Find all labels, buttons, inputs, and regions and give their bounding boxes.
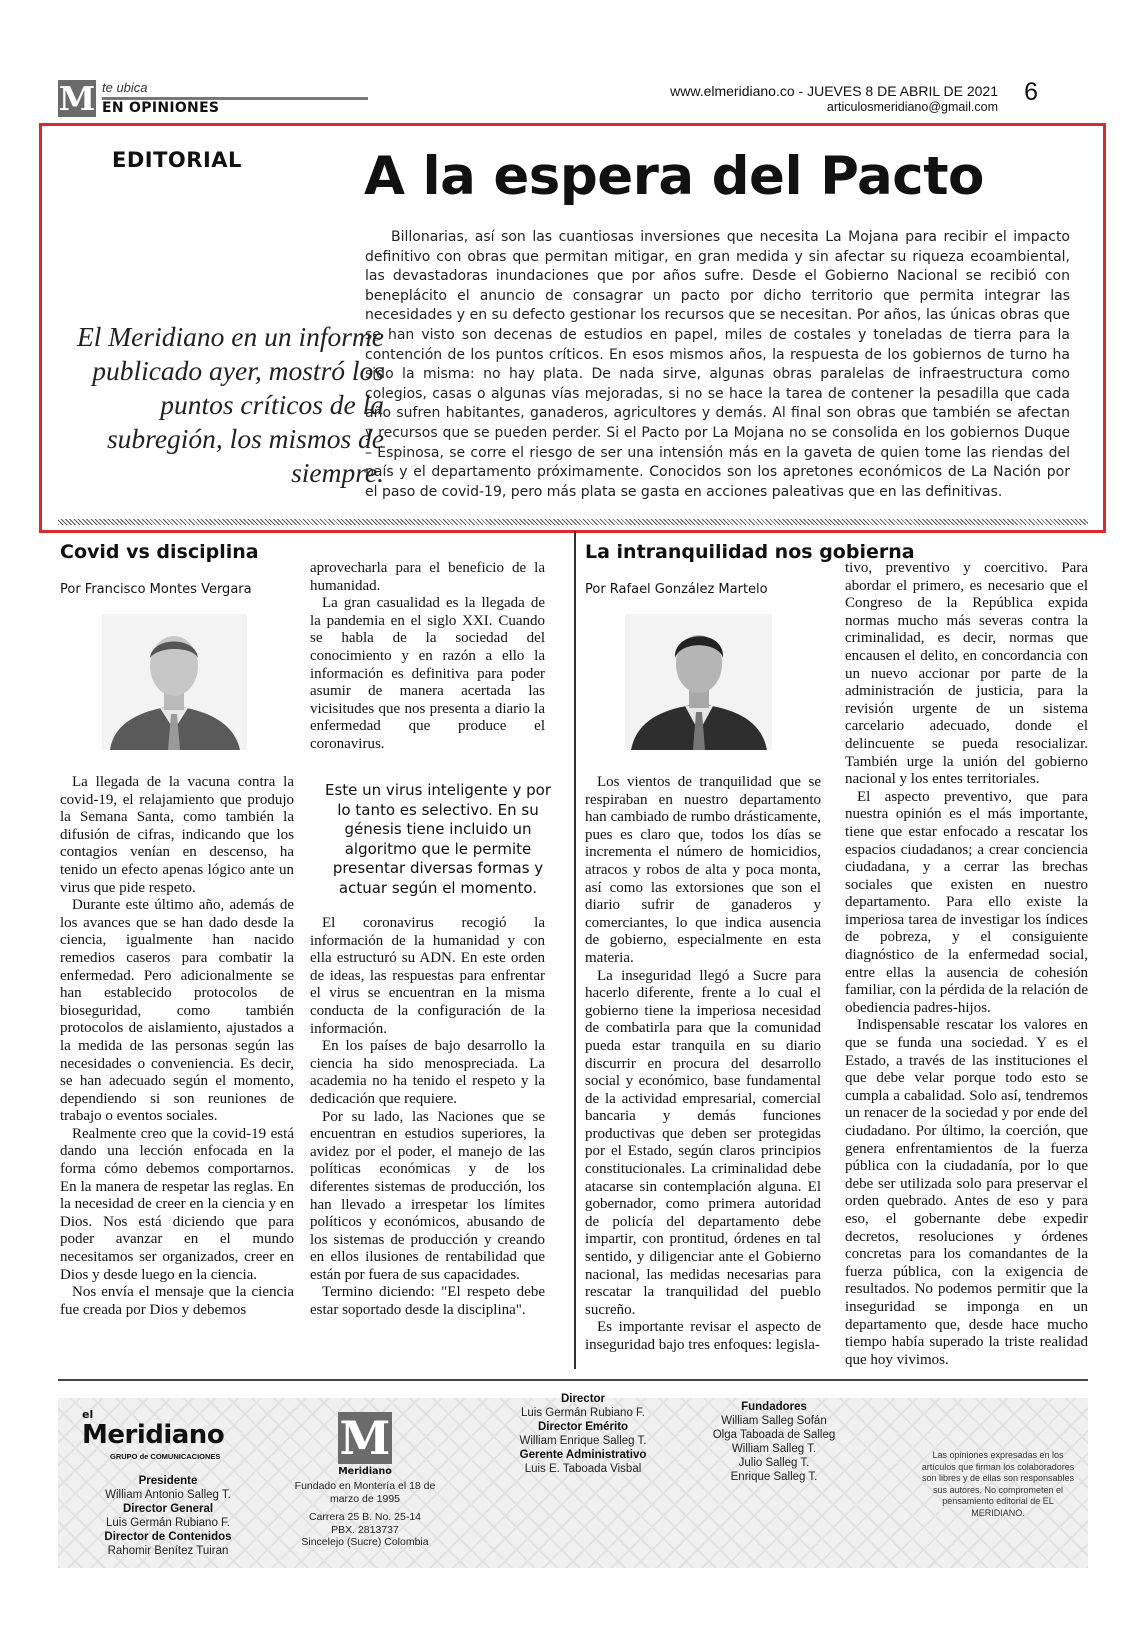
staff-role: Presidente (138, 1475, 198, 1487)
staff-role: Director de Contenidos (104, 1531, 232, 1543)
column-divider (574, 531, 576, 1369)
founders-list (694, 1400, 854, 1484)
author-photo (625, 614, 772, 750)
meridiano-big-logo-icon: M (339, 1411, 391, 1465)
paragraph: La inseguridad llegó a Sucre para hacerlo diferente, frente a lo cual el gobierno tiene la imperiosa necesidad de combatirla para que la comunidad pueda estar tranquila en su diario discurrir en procura del desarrollo social y económico, base fundamental de la actividad empresarial, comercial bancaria y demás funciones productivas que deben ser protegidas por el Estado, según claros principios constitucionales. La criminalidad debe atacarse sin contemplación alguna. El gobernador, como primera autoridad de policía del departamento debe impartir, con prontitud, órdenes en tal sentido, y diligenciar ante el Gobierno nacional, las medidas necesarias para rescatar la tranquilidad del pueblo sucreño. (585, 967, 821, 1318)
paragraph: La gran casualidad es la llegada de la pandemia en el siglo XXI. Cuando se habla de la sociedad del conocimiento y en razón a ello la información es definitiva para poder asumir de manera acertada las vicisitudes que nos presenta a diario la enfermedad que produce el coronavirus. (310, 595, 545, 752)
paragraph: Es importante revisar el aspecto de inseguridad bajo tres enfoques: legisla- (585, 1319, 821, 1353)
founder-name: William Salleg T. (731, 1443, 817, 1455)
footer-rule (58, 1379, 1088, 1381)
page-number: 6 (1024, 78, 1038, 106)
founded-text: Fundado en Montería el 18 de marzo de 1995 (294, 1480, 436, 1505)
article-pull-quote: Este un virus inteligente y por lo tanto es selectivo. En su génesis tiene incluido un algoritmo que le permite presentar diversas formas y actuar según el momento. (324, 781, 552, 897)
section-name: EN OPINIONES (102, 100, 220, 116)
paragraph: Nos envía el mensaje que la ciencia fue creada por Dios y debemos (60, 1284, 294, 1318)
staff-list-1 (68, 1474, 268, 1558)
founder-name: William Salleg Sofán (721, 1415, 827, 1427)
paragraph: Los vientos de tranquilidad que se respiraban en nuestro departamento han cambiado de rumbo drásticamente, pues es claro que, todos los días se incrementa el número de homicidios, atracos y robos de alta y poca monta, así como las extorsiones que son el diario sufrir de ganaderos y comerciantes, lo que indica ausencia de gobierno, especialmente en esta materia. (585, 774, 821, 966)
article-title: La intranquilidad nos gobierna (585, 541, 915, 563)
author-portrait-icon (625, 614, 772, 750)
paragraph: El coronavirus recogió la información de la humanidad y con ella estructuró su ADN. En este orden de ideas, las respuestas para enfrentar el virus se encuentran en la misma conducta de la configuración de la información. (310, 915, 545, 1037)
founders-label: Fundadores (741, 1401, 807, 1413)
staff-list-2 (488, 1392, 678, 1476)
staff-name: William Antonio Salleg T. (105, 1489, 231, 1501)
founder-name: Enrique Salleg T. (730, 1471, 818, 1483)
paragraph: aprovecharla para el beneficio de la humanidad. (310, 560, 545, 594)
meridiano-logo-icon: M (58, 79, 96, 118)
editorial-label: EDITORIAL (112, 148, 242, 172)
city-text: Sincelejo (Sucre) Colombia (301, 1536, 429, 1548)
article-column-2 (845, 560, 1088, 1369)
paragraph: En los países de bajo desarrollo la ciencia ha sido menospreciada. La academia no ha tenido el respeto y la dedicación que requiere. (310, 1038, 545, 1107)
staff-name: Rahomir Benítez Tuiran (107, 1545, 229, 1557)
paragraph: La llegada de la vacuna contra la covid-19, el relajamiento que produjo la Semana Santa, como también la difusión de cifras, indicando que los contagios venían en descenso, ha tenido un efecto apenas lógico ante un virus que pide respeto. (60, 774, 294, 896)
staff-role: Director (560, 1393, 606, 1405)
section-divider (58, 519, 1088, 525)
pbx-text: PBX. 2813737 (331, 1523, 399, 1536)
paragraph: Termino diciendo: "El respeto debe estar soportado desde la disciplina". (310, 1284, 545, 1319)
article-column-1 (60, 774, 294, 1319)
paragraph: Durante este último año, además de los avances que se han dado desde la ciencia, igualmente han nacido remedios caseros para combatir la enfermedad. Pero adicionalmente se han establecido protocolos de bioseguridad, como también protocolos de aislamiento, ajustados a la medida de las personas según las necesidades o conveniencia. Es decir, se han adecuado según el momento, dependiendo si son reuniones de trabajo o eventos sociales. (60, 897, 294, 1125)
editorial-body: Billonarias, así son las cuantiosas inversiones que necesita La Mojana para recibir el impacto definitivo con obras que permitan mitigar, en gran medida y sin afectar su riqueza ecoambiental, las devastadoras inundaciones que por años sufre. Desde el Gobierno Nacional se recibió con beneplácito el anuncio de consagrar un pacto por dicho territorio que permita integrar las necesidades y en su defecto gestionar los recursos que se necesitan. Por años, las únicas obras que se han visto son decenas de estudios en papel, miles de costales y toneladas de tierra para la contención de los puntos críticos. En esos mismos años, la respuesta de los gobiernos de turno ha sido la misma: no hay plata. De nada sirve, algunas obras paralelas de infraestructura como colegios, casas o algunas vías mejoradas, si no se hace la tarea de contener la pesadilla que cada año sufren habitantes, ganaderos, agricultores y demás. Al final son obras que también se afectan y recursos que se pueden perder. Si el Pacto por La Mojana no se consolida en los gobiernos Duque – Espinosa, se corre el riesgo de ser una intensión más en la gaveta de quien tome las riendas del país y el departamento próximamente. Conocidos son los apretones económicos de La Nación por el paso de covid-19, pero más plata se gasta en acciones paleativas que en las definitivas. (365, 229, 1070, 500)
author-photo (102, 614, 247, 750)
brand-logo: Meridiano (82, 1420, 225, 1450)
section-tagline: te ubica (102, 80, 148, 95)
page-header (58, 80, 1088, 120)
staff-role: Director General (122, 1503, 214, 1515)
paragraph: Indispensable rescatar los valores en que se funda una sociedad. Y es el Estado, a través de las instituciones el que debe velar porque todo esto se cumpla a cabalidad. Solo así, tendremos un renacer de la sociedad y por ende del ciudadano. Por último, la coerción, que genera enfrentamientos de la fuerza pública con la ciudadanía, por lo que debe ser utilizada solo para preservar el orden quebrado. Antes de eso y para eso, el gobernante debe expedir decretos, resoluciones y órdenes concretas para los comandantes de la fuerza pública, con la exigencia de resultados. No podemos permitir que la inseguridad se imponga en un departamento que, desde hace mucho tiempo había superado la triste realidad que hoy vivimos. (845, 1017, 1088, 1368)
article-byline: Por Rafael González Martelo (585, 582, 768, 597)
address-text: Carrera 25 B. No. 25-14 (308, 1511, 422, 1523)
editorial-box (39, 123, 1106, 533)
paragraph: Realmente creo que la covid-19 está dando una lección enfocada en la forma cómo debemos comportarnos. En la manera de respetar las reglas. En la necesidad de creer en la ciencia y en Dios. Nos está diciendo que para poder avanzar en el mundo necesitamos ser organizados, creer en Dios y desde luego en la ciencia. (60, 1125, 294, 1283)
editorial-pull-quote: El Meridiano en un informe publicado ayer, mostró los puntos críticos de la subregión, los mismos de siempre. (76, 321, 384, 488)
brand-subtitle: GRUPO de COMUNICACIONES (110, 1452, 221, 1461)
staff-role: Director Emérito (537, 1421, 629, 1433)
article-byline: Por Francisco Montes Vergara (60, 582, 252, 597)
founder-name: Julio Salleg T. (738, 1457, 810, 1469)
disclaimer-text: Las opiniones expresadas en los artículos que firman los colaboradores son libres y de ellas son responsables sus autores. No comprometen el pensamiento editorial de EL MERIDIANO. (921, 1450, 1075, 1518)
paragraph: Por su lado, las Naciones que se encuentran en estudios superiores, la avidez por el poder, el manejo de las políticas económicas y de los diferentes sistemas de producción, los han llevado a irrespetar los límites políticos y económicos, abusando de los sistemas de producción y creando en ellos ilusiones de rentabilidad que están por fuera de sus capacidades. (310, 1108, 545, 1283)
masthead-footer (58, 1393, 1088, 1568)
editorial-title: A la espera del Pacto (364, 146, 984, 207)
article-title: Covid vs disciplina (60, 541, 259, 563)
website-and-date[interactable]: www.elmeridiano.co - JUEVES 8 DE ABRIL DE 2021 (670, 83, 998, 99)
paragraph: El aspecto preventivo, que para nuestra opinión es el más importante, tiene que estar enfocado a rescatar los espacios ciudadanos; a crear conciencia ciudadana, y a cerrar las brechas sociales que existen en nuestro departamento. Para ello existe la imperiosa tarea de investigar los índices de pobreza, y el consiguiente diagnóstico de la enfermedad social, entre ellas la ausencia de cohesión familiar, con la pérdida de la relación de obediencia padres-hijos. (845, 788, 1088, 1016)
big-logo-label: Meridiano (338, 1466, 392, 1477)
author-portrait-icon (102, 614, 247, 750)
staff-name: Luis Germán Rubiano F. (520, 1407, 645, 1419)
staff-name: William Enrique Salleg T. (519, 1435, 647, 1447)
paragraph: tivo, preventivo y coercitivo. Para abordar el primero, es necesario que el Congreso de la República expida normas mucho más severas contra la criminalidad, es decir, normas que encausen el delito, en concordancia con un nuevo accionar por parte de la administración de justicia, para la revisión urgente de un sistema carcelario adecuado, donde el delincuente se pueda resocializar. También urge la unión del gobierno nacional y los entes territoriales. (845, 560, 1088, 788)
article-column-1 (585, 774, 821, 1355)
article-column-2-bottom (310, 915, 545, 1320)
founder-name: Olga Taboada de Salleg (712, 1429, 836, 1441)
staff-name: Luis Germán Rubiano F. (105, 1517, 230, 1529)
contact-email[interactable]: articulosmeridiano@gmail.com (826, 100, 998, 114)
staff-name: Luis E. Taboada Visbal (524, 1463, 642, 1475)
brand-prefix: el (82, 1408, 94, 1421)
publisher-info (290, 1480, 440, 1549)
article-column-2-top (310, 560, 545, 754)
staff-role: Gerente Administrativo (519, 1449, 647, 1461)
